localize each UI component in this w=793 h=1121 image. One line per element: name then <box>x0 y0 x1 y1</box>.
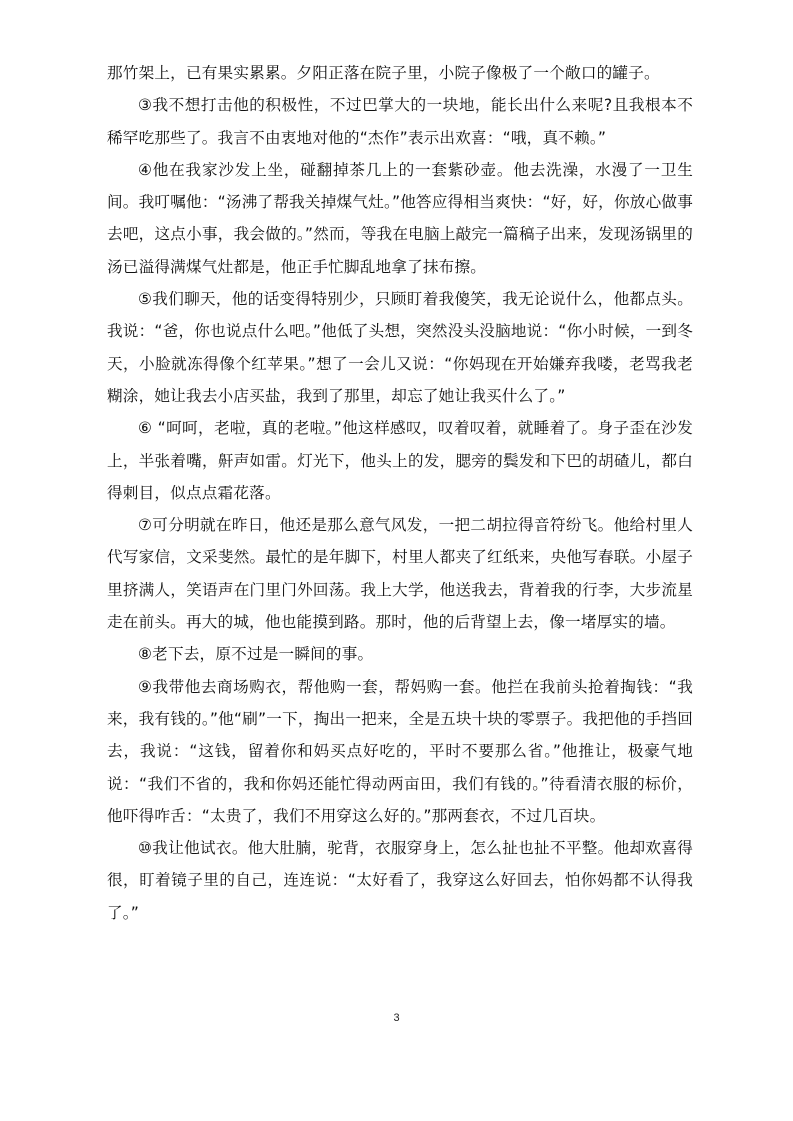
paragraph-9: ⑨我带他去商场购衣，帮他购一套，帮妈购一套。他拦在我前头抢着掏钱：“我来，我有钱的。”他“刷”一下，掏出一把来，全是五块十块的零票子。我把他的手挡回去，我说：“这钱，留着你和妈买点好吃的，平时不要那么省。”他推让，极豪气地说：“我们不省的，我和你妈还能忙得动两亩田，我们有钱的。”待看清衣服的标价，他吓得咋舌：“太贵了，我们不用穿这么好的。”那两套衣，不过几百块。 <box>107 677 693 825</box>
paragraph-4: ④他在我家沙发上坐，碰翻掉茶几上的一套紫砂壶。他去洗澡，水漫了一卫生间。我叮嘱他：“汤沸了帮我关掉煤气灶。”他答应得相当爽快：“好，好，你放心做事去吧，这点小事，我会做的。”然而，等我在电脑上敲完一篇稿子出来，发现汤锅里的汤已溢得满煤气灶都是，他正手忙脚乱地拿了抹布擦。 <box>107 160 693 276</box>
page-number: 3 <box>393 1012 400 1024</box>
article-body <box>107 57 693 929</box>
paragraph-3: ③我不想打击他的积极性，不过巴掌大的一块地，能长出什么来呢?且我根本不稀罕吃那些了。我言不由衷地对他的“杰作”表示出欢喜：“哦，真不赖。” <box>107 96 693 147</box>
paragraph-6: ⑥ “呵呵，老啦，真的老啦。”他这样感叹，叹着叹着，就睡着了。身子歪在沙发上，半张着嘴，鼾声如雷。灯光下，他头上的发，腮旁的鬓发和下巴的胡碴儿，都白得刺目，似点点霜花落。 <box>107 419 693 502</box>
paragraph-10: ⑩我让他试衣。他大肚腩，驼背，衣服穿身上，怎么扯也扯不平整。他却欢喜得很，盯着镜子里的自己，连连说：“太好看了，我穿这么好回去，怕你妈都不认得我了。” <box>107 839 693 922</box>
paragraph-continued: 那竹架上，已有果实累累。夕阳正落在院子里，小院子像极了一个敞口的罐子。 <box>107 64 660 82</box>
paragraph-5: ⑤我们聊天，他的话变得特别少，只顾盯着我傻笑，我无论说什么，他都点头。我说：“爸，你也说点什么吧。”他低了头想，突然没头没脑地说：“你小时候，一到冬天，小脸就冻得像个红苹果。”想了一会儿又说：“你妈现在开始嫌弃我喽，老骂我老糊涂，她让我去小店买盐，我到了那里，却忘了她让我买什么了。” <box>107 290 693 405</box>
paragraph-7: ⑦可分明就在昨日，他还是那么意气风发，一把二胡拉得音符纷飞。他给村里人代写家信，文采斐然。最忙的是年脚下，村里人都夹了红纸来，央他写春联。小屋子里挤满人，笑语声在门里门外回荡。我上大学，他送我去，背着我的行李，大步流星走在前头。再大的城，他也能摸到路。那时，他的后背望上去，像一堵厚实的墙。 <box>107 516 693 632</box>
paragraph-8: ⑧老下去，原不过是一瞬间的事。 <box>138 645 374 664</box>
